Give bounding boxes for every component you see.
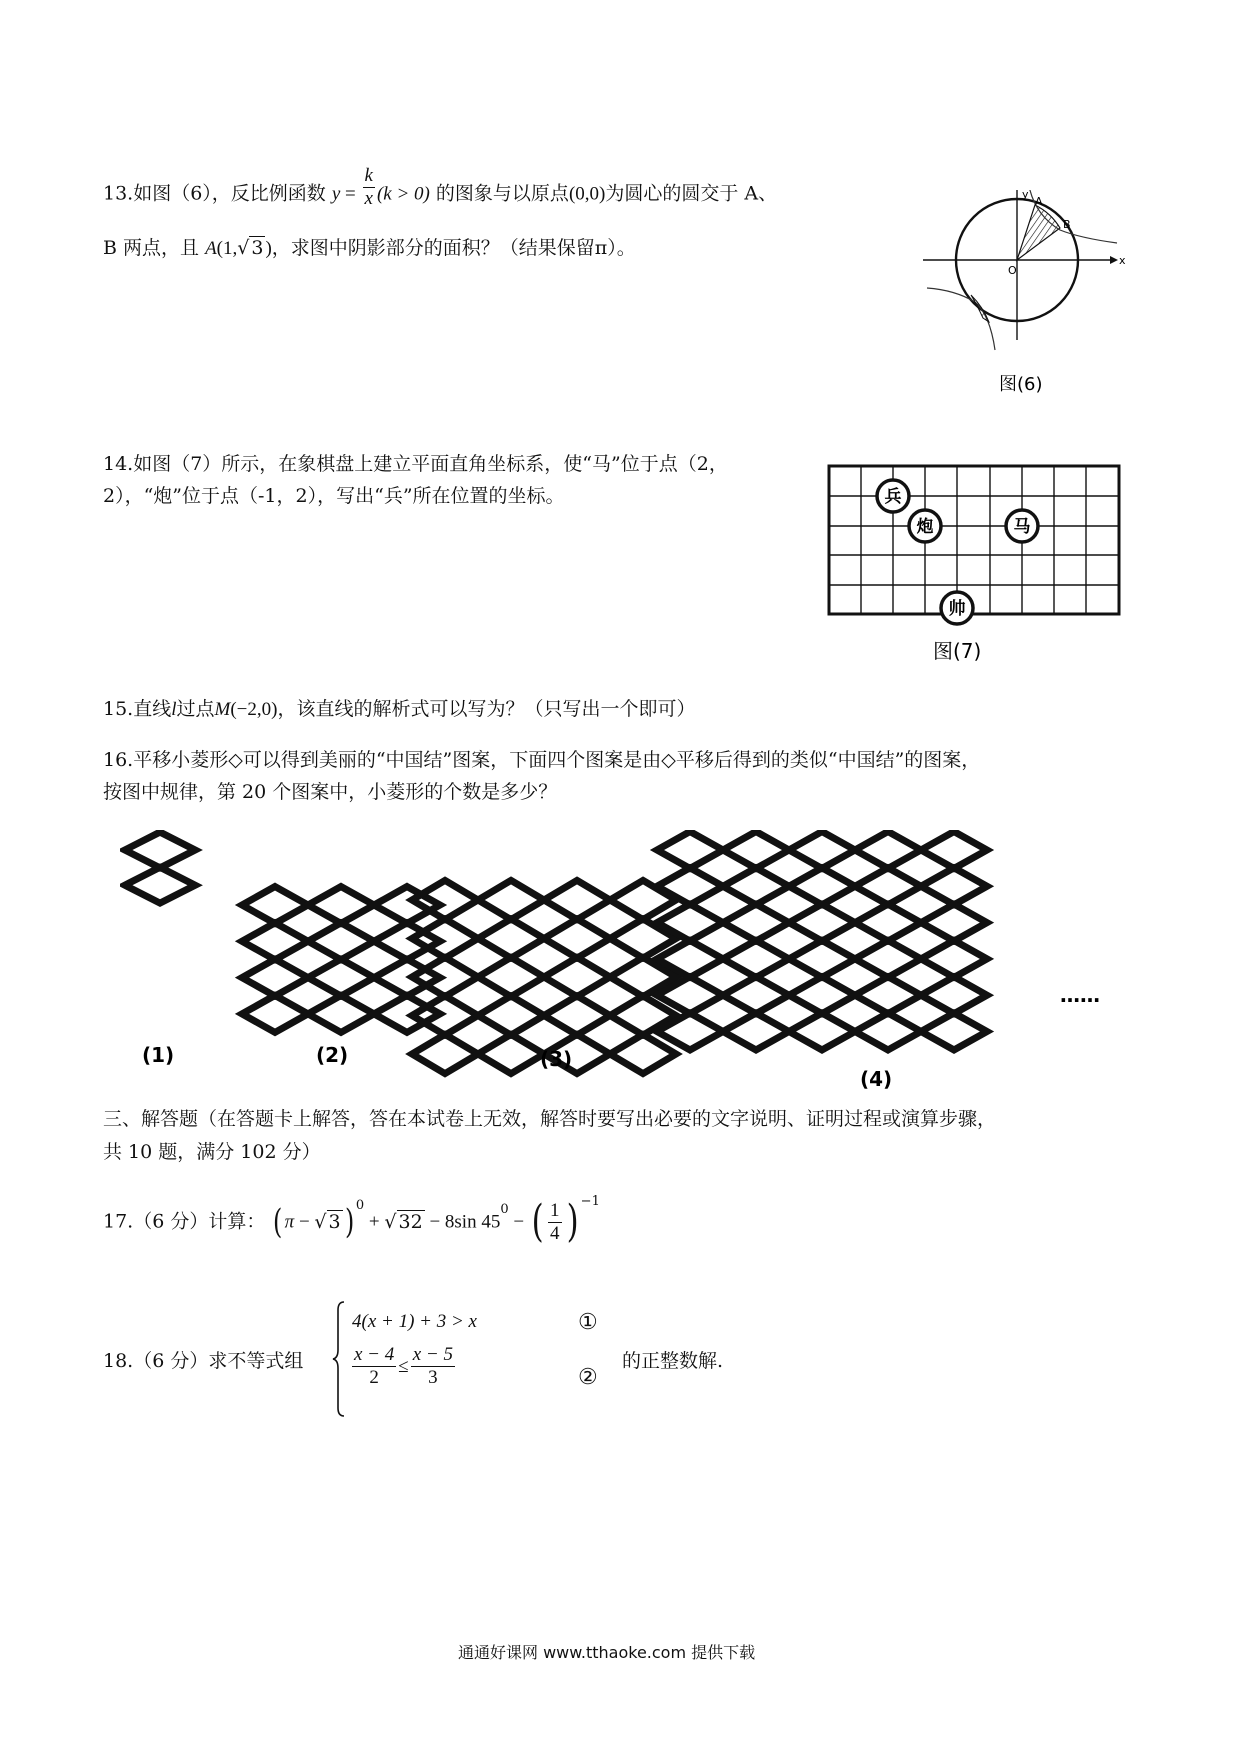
pattern-4-rhombus	[657, 832, 723, 869]
lattice-patterns	[125, 832, 987, 1074]
piece-shuai-label: 帅	[948, 599, 966, 619]
q13-sqrt-radicand: 3	[251, 237, 264, 259]
piece-bing-label: 兵	[884, 487, 902, 507]
q13-frac-num: k	[364, 165, 373, 186]
piece-pao-label: 炮	[916, 517, 934, 537]
pattern-4-rhombus	[723, 977, 789, 1014]
section3-line1: 三、解答题（在答题卡上解答，答在本试卷上无效，解答时要写出必要的文字说明、证明过程或演算步骤，	[103, 1108, 997, 1130]
pattern-4-rhombus	[855, 977, 921, 1014]
q13-point-a-x: (1,	[216, 238, 238, 259]
pattern-4-rhombus	[921, 977, 987, 1014]
pattern-4-rhombus	[723, 940, 789, 977]
q17-degree: 0	[500, 1202, 509, 1217]
pattern-3-rhombus	[478, 919, 544, 958]
q17-exp-neg1: −1	[580, 1194, 600, 1209]
pattern-3-rhombus	[478, 1034, 544, 1073]
pattern-2-rhombus	[308, 887, 374, 924]
pattern-4-rhombus	[855, 832, 921, 869]
pattern-4-rhombus	[789, 940, 855, 977]
pattern-2-rhombus	[308, 995, 374, 1032]
q18-frac-a-den: 2	[369, 1366, 379, 1388]
q17-frac-num: 1	[550, 1199, 560, 1221]
fig6-shaded-small	[971, 295, 989, 322]
pattern-4-rhombus	[789, 832, 855, 869]
pattern-3-rhombus	[544, 996, 610, 1035]
pattern-4-rhombus	[789, 904, 855, 941]
page-footer: 通通好课网 www.tthaoke.com 提供下载	[458, 1643, 756, 1662]
pattern-4-rhombus	[723, 832, 789, 869]
pattern-label-3: (3)	[540, 1047, 573, 1071]
pattern-4-rhombus	[789, 977, 855, 1014]
q15-text-a: 15.直线	[103, 698, 172, 720]
brace-icon	[332, 1300, 346, 1418]
q16-line1: 16.平移小菱形◇可以得到美丽的“中国结”图案，下面四个图案是由◇平移后得到的类似“中国结”的图案，	[103, 749, 981, 771]
q18-frac-b	[411, 1345, 455, 1388]
piece-bing	[877, 480, 909, 512]
pattern-3-rhombus	[412, 1034, 478, 1073]
fig7-board	[829, 466, 1119, 614]
fig6-x-arrow	[1110, 256, 1118, 264]
q15-point: (−2,0)	[230, 699, 278, 720]
pattern-2-rhombus	[242, 887, 308, 924]
q17-fraction	[548, 1201, 562, 1244]
q15-var-l: l	[171, 699, 177, 720]
q15-text-b: 过点	[176, 698, 215, 720]
q18-mark2: ②	[578, 1365, 598, 1390]
pattern-label-2: (2)	[316, 1043, 349, 1067]
q17-paren2-open: (	[531, 1196, 544, 1247]
q13-point-a-close: )	[265, 238, 272, 259]
pattern-1-rhombus	[125, 867, 195, 903]
fig6-label-y: y	[1022, 190, 1029, 201]
pattern-4-rhombus	[855, 1013, 921, 1050]
pattern-label-1: (1)	[142, 1043, 175, 1067]
fig6-label-O: O	[1008, 264, 1017, 277]
piece-ma	[1006, 510, 1038, 542]
pattern-3-rhombus	[478, 996, 544, 1035]
q15-point-m: M	[214, 699, 231, 720]
piece-ma-label: 马	[1013, 517, 1031, 537]
pattern-3-rhombus	[544, 880, 610, 919]
pattern-label-4: (4)	[860, 1067, 893, 1091]
fig7-caption: 图(7)	[933, 639, 982, 663]
section3-line2: 共 10 题，满分 102 分）	[103, 1141, 321, 1163]
q18-suffix: 的正整数解.	[622, 1350, 724, 1372]
q17-paren2-close: )	[566, 1196, 579, 1247]
q17-minus: −	[294, 1211, 315, 1233]
figure-16-patterns	[120, 830, 1140, 1100]
q13-func-fraction	[363, 166, 375, 209]
q14-line2: 2），“炮”位于点（-1，2），写出“兵”所在位置的坐标。	[103, 485, 565, 507]
pattern-ellipsis: ……	[1060, 983, 1100, 1007]
pattern-2-rhombus	[242, 959, 308, 996]
q13-func-cond: (k > 0)	[376, 183, 430, 205]
pattern-4-rhombus	[723, 1013, 789, 1050]
q18-frac-a	[352, 1345, 396, 1388]
pattern-3-rhombus	[544, 957, 610, 996]
pattern-4-rhombus	[921, 832, 987, 869]
pattern-4-rhombus	[723, 868, 789, 905]
pattern-3-rhombus	[478, 957, 544, 996]
q13-frac-den: x	[364, 187, 373, 209]
q15-line	[103, 700, 695, 719]
q17-sqrt32: √ 32	[384, 1210, 423, 1233]
pattern-1-rhombus	[125, 832, 195, 868]
q14-line1: 14.如图（7）所示，在象棋盘上建立平面直角坐标系，使“马”位于点（2，	[103, 453, 728, 475]
q18-frac-a-num: x − 4	[354, 1344, 395, 1365]
pattern-4-rhombus	[921, 1013, 987, 1050]
q15-text-c: ，该直线的解析式可以写为？（只写出一个即可）	[277, 698, 696, 720]
q17-sqrt3: √ 3	[314, 1210, 341, 1233]
q13-origin: (0,0)	[568, 183, 606, 205]
fig6-label-B: B	[1063, 218, 1071, 231]
fig6-shaded-sector	[1017, 205, 1060, 260]
q18-brace	[332, 1300, 346, 1418]
piece-shuai	[941, 592, 973, 624]
piece-pao	[909, 510, 941, 542]
q17-plus: +	[364, 1211, 385, 1233]
q13-func-y: y	[331, 183, 341, 205]
q18-frac-b-num: x − 5	[412, 1344, 453, 1365]
q13-text-a: 13.如图（6），反比例函数	[103, 182, 326, 205]
q13-text-b: 的图象与以原点	[435, 182, 569, 205]
q13-text-d: B 两点，且	[103, 237, 200, 259]
pattern-4-rhombus	[723, 904, 789, 941]
q17-paren-open: (	[273, 1202, 283, 1242]
pattern-4-rhombus	[855, 904, 921, 941]
q16-line2: 按图中规律，第 20 个图案中，小菱形的个数是多少？	[103, 781, 558, 803]
q17-text-a: 17.（6 分）计算：	[103, 1210, 266, 1233]
q13-line2	[103, 239, 636, 258]
pattern-4-rhombus	[789, 868, 855, 905]
q13-point-a-label: A	[205, 238, 217, 259]
q17-sin: − 8sin 45	[424, 1211, 501, 1233]
pattern-4-rhombus	[789, 1013, 855, 1050]
pattern-4-rhombus	[921, 940, 987, 977]
fig6-label-x: x	[1119, 254, 1126, 267]
q17-sqrt3-radicand: 3	[328, 1210, 341, 1233]
q17-minus2: −	[508, 1211, 529, 1233]
q18-ineq1: 4(x + 1) + 3 > x	[352, 1311, 477, 1332]
pattern-2-rhombus	[308, 959, 374, 996]
figure-7	[825, 462, 1125, 672]
figure-6	[905, 190, 1130, 405]
pattern-4-rhombus	[657, 868, 723, 905]
pattern-4-rhombus	[921, 904, 987, 941]
q18-mark1: ①	[578, 1310, 598, 1335]
q17-frac-den: 4	[550, 1222, 560, 1244]
q13-text-e: ，求图中阴影部分的面积？（结果保留π）。	[271, 237, 636, 259]
q13-sqrt: √ 3	[237, 237, 264, 259]
q18-prefix: 18.（6 分）求不等式组	[103, 1350, 304, 1372]
fig6-caption: 图(6)	[999, 374, 1043, 395]
q13-func-eq: =	[340, 183, 361, 205]
q13-text-c: 为圆心的圆交于 A、	[605, 182, 778, 205]
q17-line	[103, 1194, 600, 1247]
pattern-4-rhombus	[921, 868, 987, 905]
q18-frac-b-den: 3	[428, 1366, 438, 1388]
pattern-4-rhombus	[855, 940, 921, 977]
pattern-4-rhombus	[855, 868, 921, 905]
q18-le: ≤	[398, 1355, 409, 1377]
pattern-2-rhombus	[242, 995, 308, 1032]
pattern-2-rhombus	[242, 923, 308, 960]
q17-paren-close: )	[344, 1202, 354, 1242]
q13-line1	[103, 165, 778, 209]
q17-sqrt32-radicand: 32	[398, 1210, 423, 1233]
q17-pi: π	[284, 1211, 295, 1233]
fig6-label-A: A	[1035, 195, 1043, 208]
pattern-3-rhombus	[478, 880, 544, 919]
pattern-3-rhombus	[544, 919, 610, 958]
q17-exp0: 0	[355, 1198, 365, 1213]
pattern-2-rhombus	[308, 923, 374, 960]
q18-ineq2	[350, 1345, 457, 1388]
